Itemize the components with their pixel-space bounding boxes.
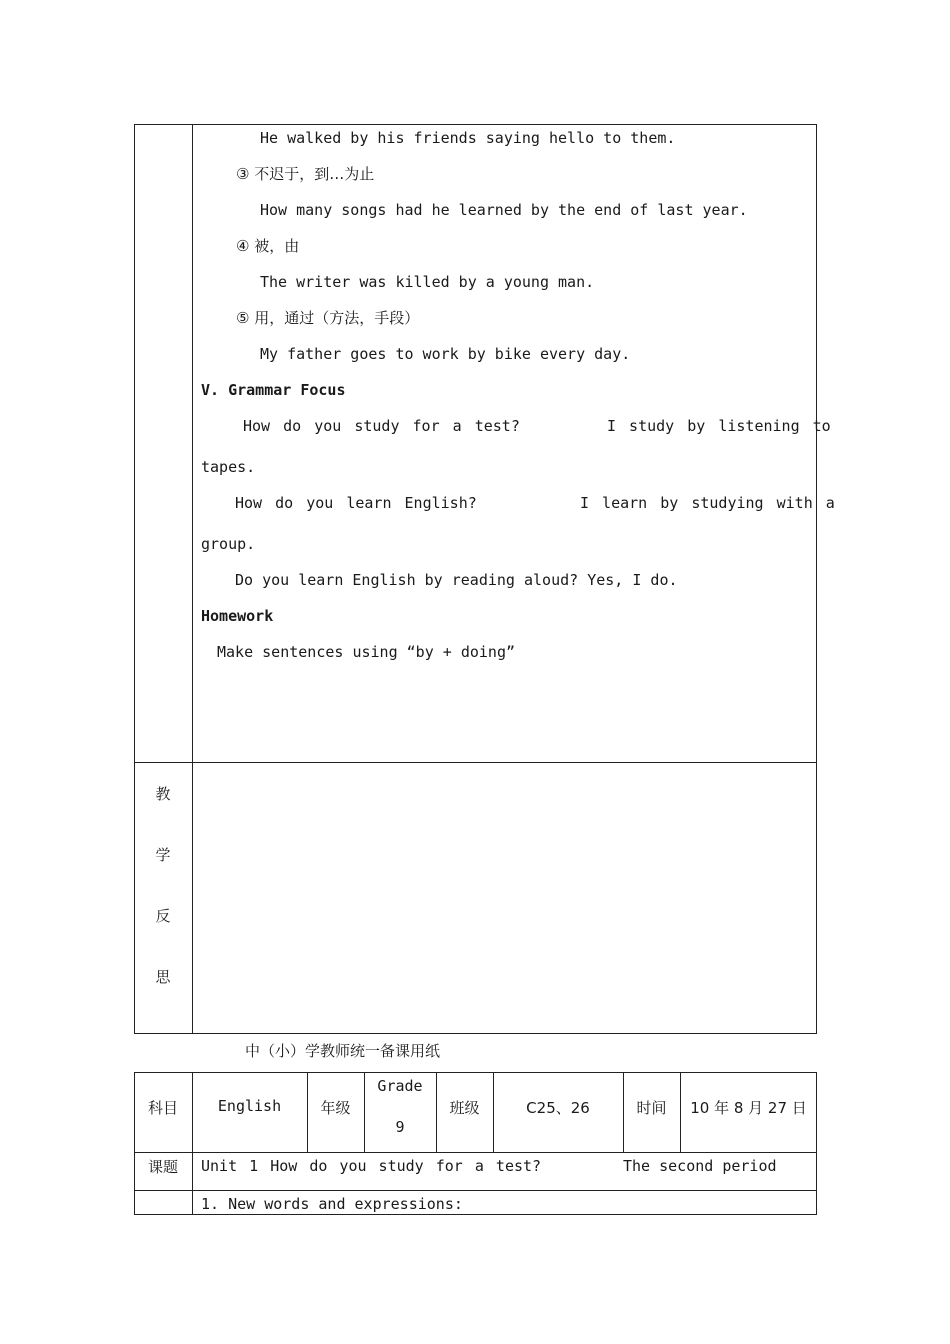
table-row-divider (135, 762, 816, 763)
class-label: 班级 (449, 1099, 480, 1117)
table-column-divider (192, 1073, 193, 1214)
subject-value: English (217, 1097, 282, 1115)
grade-value: Grade (377, 1077, 423, 1095)
grammar-answer: I study by listening to (607, 417, 831, 435)
topic-label: 课题 (147, 1158, 178, 1176)
class-value: C25、26 (526, 1099, 590, 1117)
homework-text: Make sentences using “by + doing” (217, 643, 516, 661)
page-caption: 中（小）学教师统一备课用纸 (245, 1042, 441, 1060)
table-column-divider (192, 125, 193, 1033)
subject-label: 科目 (147, 1099, 178, 1117)
grammar-answer-continued: tapes. (201, 458, 256, 476)
example-sentence: The writer was killed by a young man. (260, 273, 595, 291)
time-value: 10 年 8 月 27 日 (690, 1099, 807, 1117)
reflection-char: 反 (155, 907, 171, 925)
table-row-divider (135, 1152, 816, 1153)
topic-value: Unit 1 How do you study for a test? (201, 1157, 542, 1175)
reflection-char: 教 (155, 785, 171, 803)
reflection-char: 学 (155, 846, 171, 864)
example-sentence: How many songs had he learned by the end of last year. (260, 201, 748, 219)
grammar-answer-continued: group. (201, 535, 256, 553)
grade-value-number: 9 (395, 1118, 405, 1136)
section-heading: V. Grammar Focus (201, 381, 346, 399)
example-sentence: He walked by his friends saying hello to them. (260, 129, 676, 147)
table-row-divider (135, 1190, 816, 1191)
time-label: 时间 (636, 1099, 667, 1117)
topic-period: The second period (623, 1157, 777, 1175)
grammar-question: How do you study for a test? (243, 417, 520, 435)
meaning-item: ⑤ 用，通过（方法，手段） (236, 309, 420, 327)
homework-heading: Homework (201, 607, 274, 625)
meaning-item: ④ 被，由 (236, 237, 300, 255)
example-sentence: My father goes to work by bike every day. (260, 345, 631, 363)
grammar-example: Do you learn English by reading aloud? Yes, I do. (235, 571, 678, 589)
grade-label: 年级 (320, 1099, 351, 1117)
grammar-answer: I learn by studying with a (580, 494, 835, 512)
grammar-question: How do you learn English? (235, 494, 477, 512)
reflection-char: 思 (155, 968, 171, 986)
meaning-item: ③ 不迟于，到…为止 (236, 165, 375, 183)
header-table (134, 1072, 817, 1215)
new-words-heading: 1. New words and expressions: (201, 1195, 463, 1213)
